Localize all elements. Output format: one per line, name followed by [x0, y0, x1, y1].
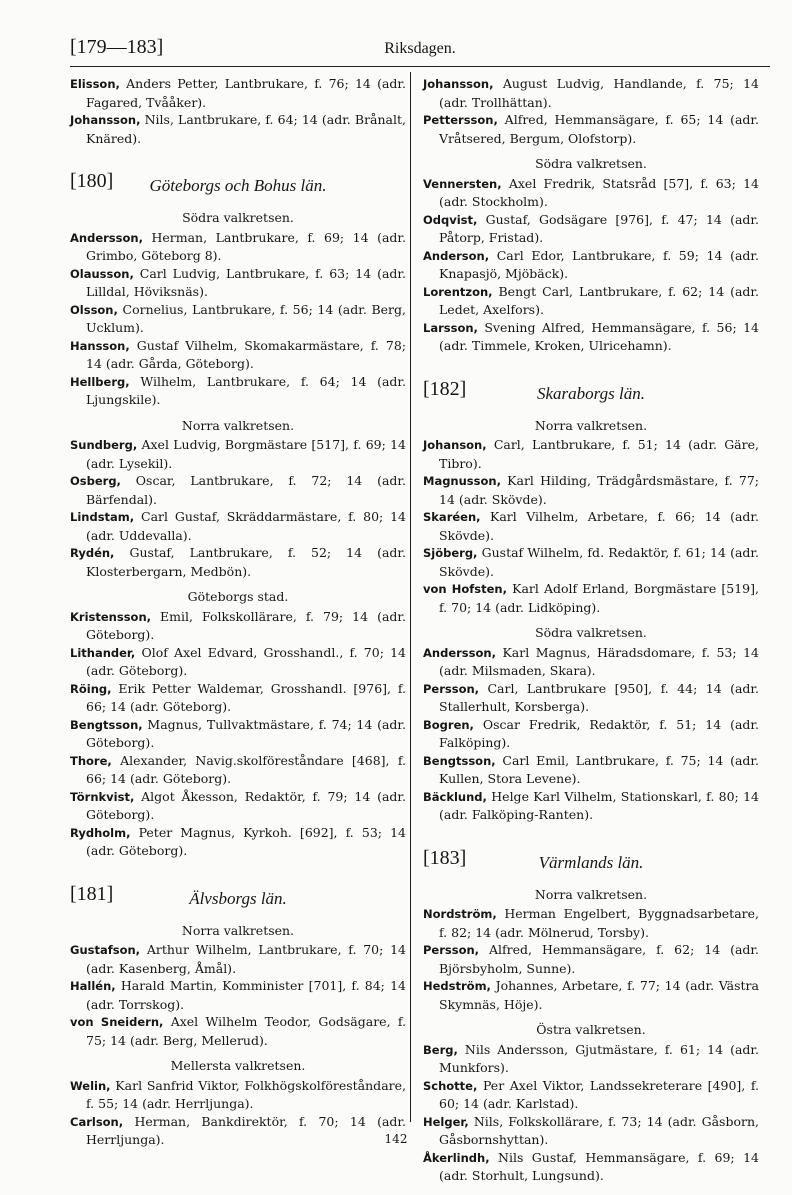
member-entry: [70, 75, 406, 111]
member-entry: [70, 544, 406, 580]
member-name: Lindstam,: [70, 510, 135, 524]
member-details: Oscar, Lantbrukare, f. 72; 14 (adr. Bärfendal).: [86, 473, 406, 507]
member-details: Oscar Fredrik, Redaktör, f. 51; 14 (adr. Falköping).: [439, 716, 760, 750]
member-entry: [70, 301, 406, 337]
member-details: Carl Gustaf, Skräddarmästare, f. 80; 14 (adr. Uddevalla).: [86, 509, 406, 543]
member-entry: [70, 111, 406, 147]
member-entry: [423, 175, 759, 211]
county-heading: [423, 375, 759, 409]
member-details: Wilhelm, Lantbrukare, f. 64; 14 (adr. Ljungskile).: [86, 373, 406, 407]
member-entry: [423, 319, 759, 355]
member-details: Karl Adolf Erland, Borgmästare [519], f. 70; 14 (adr. Lidköping).: [439, 581, 759, 615]
left-column: [70, 75, 406, 1149]
member-name: Lorentzon,: [423, 284, 493, 299]
member-name: Törnkvist,: [70, 789, 135, 804]
county-number: [182]: [423, 377, 467, 400]
member-entry: [70, 337, 406, 373]
member-entry: [423, 436, 759, 472]
member-details: Nils Gustaf, Hemmansägare, f. 69; 14 (adr. Storhult, Lungsund).: [439, 1149, 759, 1183]
member-name: Nordström,: [423, 907, 497, 921]
column-divider: [410, 72, 411, 1122]
page-number: 142: [384, 1132, 408, 1146]
member-name: Röing,: [70, 681, 112, 696]
page-range: [179—183]: [70, 36, 164, 58]
member-name: Thore,: [70, 753, 112, 768]
member-details: Peter Magnus, Kyrkoh. [692], f. 53; 14 (adr. Göteborg).: [86, 824, 406, 858]
right-column: [423, 75, 759, 1185]
member-name: Anderson,: [423, 248, 490, 263]
member-details: Emil, Folkskollärare, f. 79; 14 (adr. Göteborg).: [86, 608, 406, 642]
district-heading: Norra valkretsen.: [181, 922, 295, 938]
member-name: Hellberg,: [70, 374, 130, 389]
county-number: [183]: [423, 846, 467, 869]
member-entry: [423, 508, 759, 544]
member-name: Berg,: [423, 1042, 458, 1057]
member-details: Karl Magnus, Häradsdomare, f. 53; 14 (adr. Milsmaden, Skara).: [439, 644, 759, 678]
member-details: Carl Edor, Lantbrukare, f. 59; 14 (adr. Knapasjö, Mjöbäck).: [439, 247, 759, 281]
county-number: [180]: [70, 170, 114, 192]
district-heading: Göteborgs stad.: [187, 589, 289, 604]
member-name: Magnusson,: [423, 474, 501, 488]
member-details: Magnus, Tullvaktmästare, f. 74; 14 (adr. Göteborg).: [86, 716, 406, 750]
member-entry: [423, 544, 759, 580]
member-name: Elisson,: [70, 77, 120, 91]
member-details: Nils Andersson, Gjutmästare, f. 61; 14 (adr. Munkfors).: [439, 1041, 759, 1075]
member-name: Olsson,: [70, 302, 118, 317]
header-rule: [70, 66, 770, 67]
member-name: Persson,: [423, 681, 480, 696]
district-heading: Södra valkretsen.: [535, 156, 647, 171]
county-title: Göteborgs och Bohus län.: [149, 176, 327, 195]
member-name: Larsson,: [423, 320, 478, 335]
member-details: Alfred, Hemmansägare, f. 65; 14 (adr. Vråtsered, Bergum, Olofstorp).: [439, 112, 760, 146]
district-heading: Östra valkretsen.: [536, 1022, 646, 1037]
member-entry: [423, 247, 759, 283]
county-title: Värmlands län.: [538, 852, 644, 872]
member-entry: [70, 941, 406, 977]
member-name: Schotte,: [423, 1078, 478, 1093]
member-entry: [70, 436, 406, 472]
member-entry: [423, 580, 759, 616]
member-name: Bogren,: [423, 717, 474, 732]
member-details: Gustaf Wilhelm, fd. Redaktör, f. 61; 14 (adr. Skövde).: [439, 545, 759, 579]
county-heading: [70, 880, 406, 914]
member-details: Carl Ludvig, Lantbrukare, f. 63; 14 (adr. Lilldal, Höviksnäs).: [86, 265, 406, 299]
member-name: Skaréen,: [423, 510, 481, 524]
member-details: Gustaf, Godsägare [976], f. 47; 14 (adr. Påtorp, Fristad).: [439, 211, 760, 245]
member-entry: [70, 608, 406, 644]
member-entry: [70, 472, 406, 508]
district-heading: Norra valkretsen.: [181, 417, 295, 433]
member-name: Sundberg,: [70, 438, 138, 452]
county-heading: [423, 844, 759, 878]
member-name: Bengtsson,: [70, 717, 143, 732]
member-name: Johansson,: [423, 77, 494, 91]
page-header: [70, 36, 770, 66]
member-details: Harald Martin, Komminister [701], f. 84; 14 (adr. Torrskog).: [86, 978, 406, 1012]
member-entry: [423, 716, 759, 752]
member-name: Johansson,: [70, 113, 141, 127]
member-entry: [423, 1041, 759, 1077]
member-details: Olof Axel Edvard, Grosshandl., f. 70; 14 (adr. Göteborg).: [86, 644, 406, 678]
member-name: von Hofsten,: [423, 582, 507, 596]
member-details: Karl Sanfrid Viktor, Folkhögskolföreståndare, f. 55; 14 (adr. Herrljunga).: [86, 1077, 406, 1111]
district-heading: Södra valkretsen.: [535, 625, 647, 640]
member-details: Johannes, Arbetare, f. 77; 14 (adr. Västra Skymnäs, Höje).: [439, 978, 759, 1012]
member-entry: [423, 977, 759, 1013]
member-details: Bengt Carl, Lantbrukare, f. 62; 14 (adr. Ledet, Axelfors).: [439, 283, 759, 317]
member-details: Carl, Lantbrukare [950], f. 44; 14 (adr. Stallerhult, Korsberga).: [439, 680, 759, 714]
member-name: Kristensson,: [70, 609, 151, 624]
member-entry: [70, 373, 406, 409]
member-entry: [70, 1077, 406, 1113]
running-title: Riksdagen.: [384, 40, 456, 57]
member-entry: [423, 211, 759, 247]
member-details: Herman Engelbert, Byggnadsarbetare, f. 82; 14 (adr. Mölnerud, Torsby).: [439, 906, 759, 940]
member-entry: [70, 1013, 406, 1049]
member-entry: [423, 680, 759, 716]
member-entry: [423, 788, 759, 824]
member-name: von Sneidern,: [70, 1015, 164, 1029]
member-name: Carlson,: [70, 1114, 124, 1129]
member-entry: [70, 229, 406, 265]
member-details: Per Axel Viktor, Landssekreterare [490], f. 60; 14 (adr. Karlstad).: [439, 1077, 759, 1111]
member-name: Åkerlindh,: [423, 1150, 490, 1165]
member-name: Bengtsson,: [423, 753, 496, 768]
member-name: Lithander,: [70, 645, 136, 660]
member-entry: [423, 905, 759, 941]
member-details: Axel Fredrik, Statsråd [57], f. 63; 14 (adr. Stockholm).: [439, 175, 759, 209]
member-details: Karl Vilhelm, Arbetare, f. 66; 14 (adr. Skövde).: [439, 509, 759, 543]
member-name: Welin,: [70, 1078, 111, 1093]
member-name: Andersson,: [70, 230, 143, 245]
member-entry: [423, 941, 759, 977]
member-details: Axel Ludvig, Borgmästare [517], f. 69; 14 (adr. Lysekil).: [86, 437, 406, 471]
member-name: Hedström,: [423, 979, 491, 993]
member-entry: [70, 644, 406, 680]
district-heading: Mellersta valkretsen.: [170, 1058, 306, 1073]
member-details: Svening Alfred, Hemmansägare, f. 56; 14 (adr. Timmele, Kroken, Ulricehamn).: [439, 319, 759, 353]
member-details: Arthur Wilhelm, Lantbrukare, f. 70; 14 (adr. Kasenberg, Åmål).: [86, 942, 406, 976]
county-number: [181]: [70, 882, 114, 905]
member-name: Hansson,: [70, 338, 130, 353]
member-name: Bäcklund,: [423, 789, 487, 804]
member-details: August Ludvig, Handlande, f. 75; 14 (adr. Trollhättan).: [439, 76, 759, 110]
member-entry: [70, 680, 406, 716]
member-entry: [423, 644, 759, 680]
member-entry: [70, 824, 406, 860]
member-entry: [70, 788, 406, 824]
county-title: Skaraborgs län.: [537, 383, 645, 403]
member-name: Sjöberg,: [423, 546, 478, 560]
member-name: Hallén,: [70, 979, 116, 993]
member-name: Osberg,: [70, 474, 121, 488]
district-heading: Norra valkretsen.: [534, 417, 648, 433]
member-details: Algot Åkesson, Redaktör, f. 79; 14 (adr. Göteborg).: [86, 788, 406, 822]
member-entry: [423, 1149, 759, 1185]
member-name: Gustafson,: [70, 943, 141, 957]
member-details: Gustaf Vilhelm, Skomakarmästare, f. 78; 14 (adr. Gårda, Göteborg).: [86, 337, 406, 371]
member-details: Herman, Lantbrukare, f. 69; 14 (adr. Grimbo, Göteborg 8).: [86, 229, 406, 263]
member-details: Herman, Bankdirektör, f. 70; 14 (adr. Herrljunga).: [86, 1113, 406, 1147]
member-name: Andersson,: [423, 645, 496, 660]
county-heading: [70, 167, 406, 201]
member-name: Helger,: [423, 1114, 469, 1129]
member-name: Vennersten,: [423, 176, 502, 191]
member-entry: [70, 752, 406, 788]
member-entry: [423, 472, 759, 508]
member-details: Axel Wilhelm Teodor, Godsägare, f. 75; 14 (adr. Berg, Mellerud).: [86, 1014, 406, 1048]
district-heading: Södra valkretsen.: [182, 210, 294, 225]
county-title: Älvsborgs län.: [189, 888, 287, 908]
member-entry: [423, 752, 759, 788]
member-details: Alfred, Hemmansägare, f. 62; 14 (adr. Björsbyholm, Sunne).: [439, 942, 759, 976]
member-name: Pettersson,: [423, 113, 498, 127]
member-details: Karl Hilding, Trädgårdsmästare, f. 77; 14 (adr. Skövde).: [439, 473, 759, 507]
member-name: Persson,: [423, 943, 480, 957]
member-details: Anders Petter, Lantbrukare, f. 76; 14 (adr. Fagared, Tvååker).: [86, 76, 406, 110]
member-entry: [70, 977, 406, 1013]
member-name: Rydholm,: [70, 825, 131, 840]
member-details: Erik Petter Waldemar, Grosshandl. [976], f. 66; 14 (adr. Göteborg).: [86, 680, 407, 714]
member-details: Carl Emil, Lantbrukare, f. 75; 14 (adr. Kullen, Stora Levene).: [439, 752, 759, 786]
member-entry: [70, 716, 406, 752]
member-name: Rydén,: [70, 546, 115, 560]
member-name: Johanson,: [423, 438, 487, 452]
member-details: Carl, Lantbrukare, f. 51; 14 (adr. Gäre, Tibro).: [439, 437, 759, 471]
member-details: Helge Karl Vilhelm, Stationskarl, f. 80; 14 (adr. Falköping-Ranten).: [439, 788, 759, 822]
member-details: Nils, Folkskollärare, f. 73; 14 (adr. Gåsborn, Gåsbornshyttan).: [439, 1113, 759, 1147]
member-entry: [70, 265, 406, 301]
district-heading: Norra valkretsen.: [534, 886, 648, 902]
member-entry: [423, 75, 759, 111]
member-entry: [423, 283, 759, 319]
member-name: Olausson,: [70, 266, 134, 281]
member-details: Gustaf, Lantbrukare, f. 52; 14 (adr. Klosterbergarn, Medbön).: [86, 545, 406, 579]
member-entry: [423, 111, 759, 147]
member-name: Odqvist,: [423, 212, 478, 227]
member-details: Alexander, Navig.skolföreståndare [468], f. 66; 14 (adr. Göteborg).: [86, 752, 406, 786]
member-details: Cornelius, Lantbrukare, f. 56; 14 (adr. Berg, Ucklum).: [86, 301, 406, 335]
member-details: Nils, Lantbrukare, f. 64; 14 (adr. Brånalt, Knäred).: [86, 112, 406, 146]
member-entry: [70, 508, 406, 544]
member-entry: [423, 1077, 759, 1113]
